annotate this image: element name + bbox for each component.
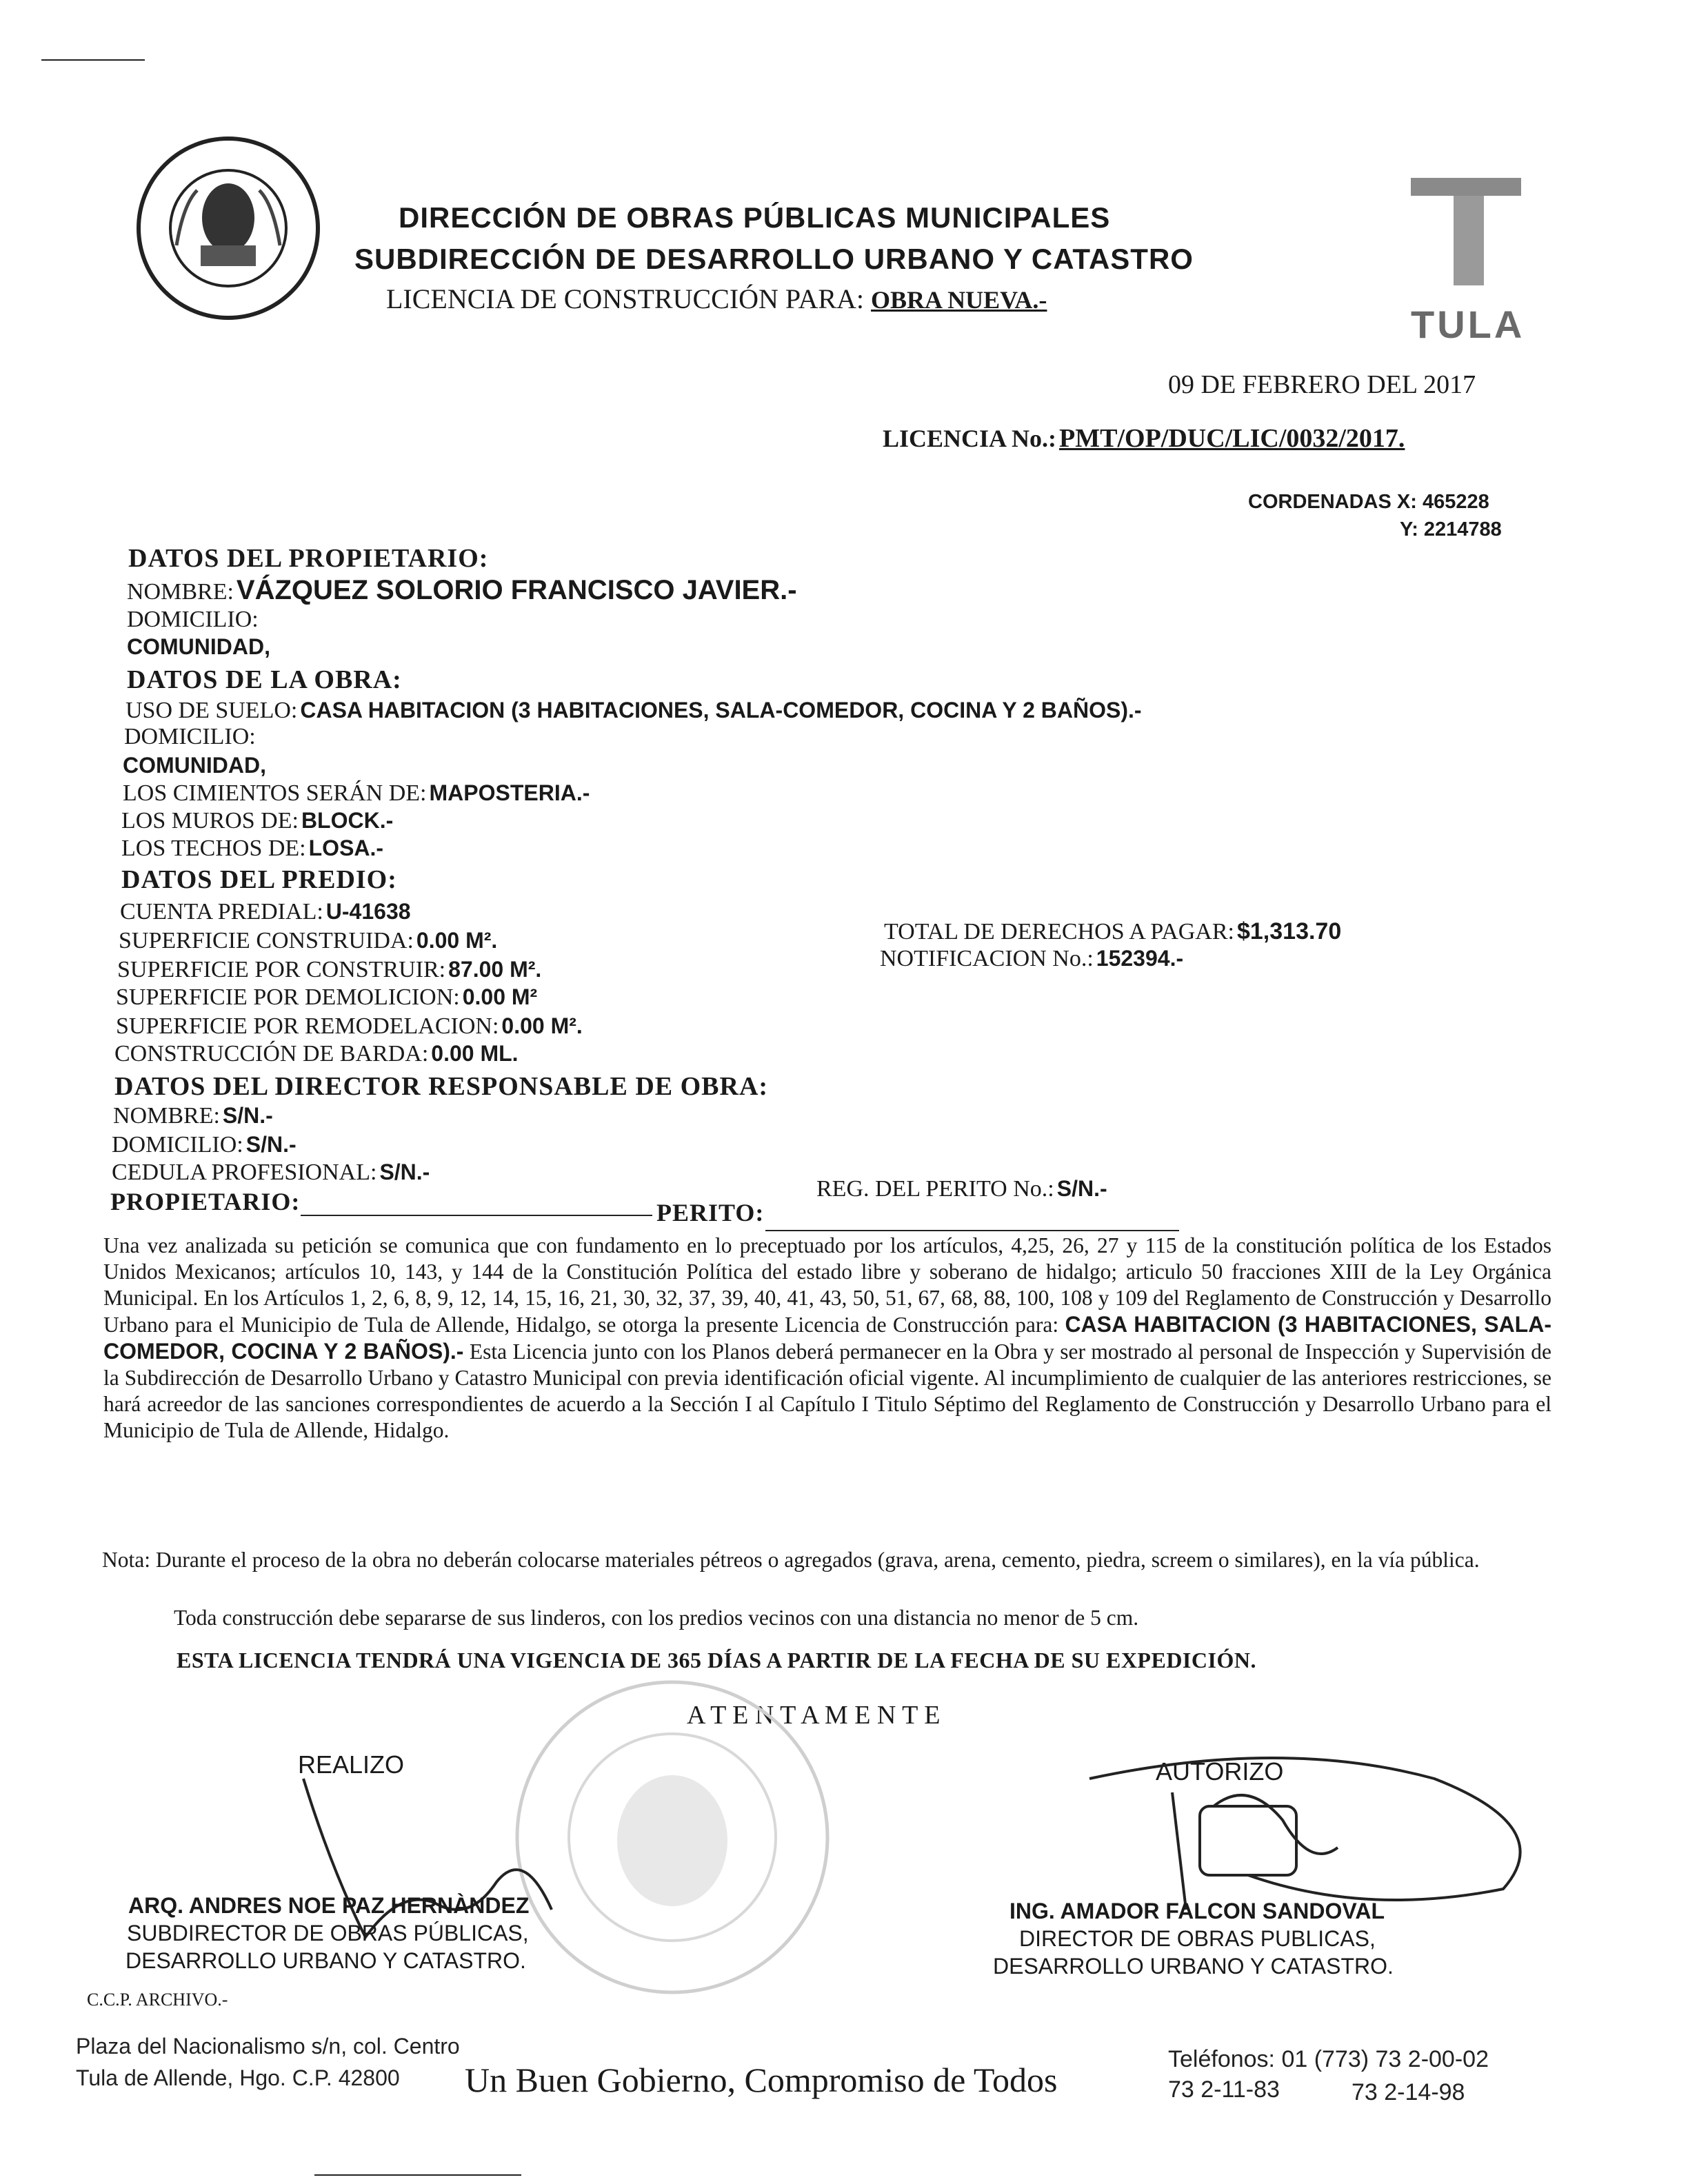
- total-fees-value: $1,313.70: [1236, 918, 1342, 944]
- license-type-label: LICENCIA DE CONSTRUCCIÓN PARA:: [386, 283, 865, 314]
- built-label: SUPERFICIE CONSTRUIDA:: [119, 928, 414, 953]
- to-build-label: SUPERFICIE POR CONSTRUIR:: [117, 957, 446, 982]
- footer-phone-2: 73 2-11-83: [1168, 2076, 1280, 2103]
- expert-signature-label: PERITO:: [656, 1199, 765, 1226]
- coordinates-x: [1248, 491, 1489, 514]
- right-signatory-title-1: DIRECTOR DE OBRAS PUBLICAS,: [1019, 1926, 1376, 1951]
- director-section-title: DATOS DEL DIRECTOR RESPONSABLE DE OBRA:: [114, 1072, 769, 1101]
- demolition-label: SUPERFICIE POR DEMOLICION:: [116, 984, 460, 1010]
- owner-section-title: DATOS DEL PROPIETARIO:: [128, 544, 489, 573]
- owner-name-row: [127, 575, 797, 606]
- cedula-label: CEDULA PROFESIONAL:: [112, 1160, 377, 1185]
- director-name-value: S/N.-: [222, 1103, 273, 1128]
- realizo-label: REALIZO: [298, 1750, 405, 1779]
- work-community: COMUNIDAD,: [123, 753, 266, 778]
- account-row: [120, 899, 411, 925]
- notification-value: 152394.-: [1096, 946, 1184, 971]
- header-title-1: DIRECCIÓN DE OBRAS PÚBLICAS MUNICIPALES: [399, 201, 1111, 234]
- legal-paragraph-2: Esta Licencia junto con los Planos deberá permanecer en la Obra y ser mostrado al personal de Inspección y Supervisión de la Subdirección de Desarrollo Urbano y Catastro Municipal con previa identificación oficial vigente.: [103, 1339, 1552, 1390]
- expert-reg-label: REG. DEL PERITO No.:: [816, 1176, 1054, 1202]
- legal-paragraph-3: Al incumplimiento de cualquier de las anteriores restricciones, se hará acreedor de las sanciones correspondientes de acuerdo a la Sección I al Capítulo I Titulo Séptimo del Reglamento de Construcción y Desarrollo Urbano para el Municipio de Tula de Allende, Hidalgo.: [103, 1366, 1551, 1442]
- notification-row: [880, 946, 1183, 972]
- work-address-label: DOMICILIO:: [124, 724, 256, 749]
- autorizo-label: AUTORIZO: [1156, 1757, 1284, 1786]
- foundation-label: LOS CIMIENTOS SERÁN DE:: [123, 780, 427, 806]
- right-signature: [1076, 1668, 1572, 1917]
- fence-row: [114, 1041, 519, 1067]
- property-section-title: DATOS DEL PREDIO:: [121, 865, 397, 894]
- land-use-value: CASA HABITACION (3 HABITACIONES, SALA-COMEDOR, COCINA Y 2 BAÑOS).-: [300, 698, 1142, 722]
- license-type-value: OBRA NUEVA.-: [871, 286, 1047, 314]
- note-paragraph: Nota: Durante el proceso de la obra no deberán colocarse materiales pétreos o agregados (grava, arena, cemento, piedra, screem o similares), en la vía pública.: [102, 1548, 1480, 1572]
- left-signatory-title-1: SUBDIRECTOR DE OBRAS PÚBLICAS,: [127, 1921, 529, 1945]
- footer-address-2: Tula de Allende, Hgo. C.P. 42800: [76, 2065, 400, 2090]
- account-value: U-41638: [325, 899, 411, 924]
- director-address-row: [112, 1132, 297, 1158]
- expert-reg-row: [816, 1176, 1107, 1202]
- license-number-label: LICENCIA No.:: [883, 425, 1057, 452]
- demolition-value: 0.00 M²: [462, 984, 538, 1009]
- foundation-row: [123, 780, 590, 807]
- footer-phone-3: 73 2-14-98: [1352, 2079, 1465, 2105]
- land-use-row: [125, 698, 1142, 724]
- tula-logo: [1397, 174, 1535, 346]
- owner-signature-label: PROPIETARIO:: [110, 1188, 301, 1215]
- ccp-archive: C.C.P. ARCHIVO.-: [87, 1990, 228, 2010]
- tula-logo-text: TULA: [1411, 303, 1525, 346]
- setback-paragraph: Toda construcción debe separarse de sus linderos, con los predios vecinos con una distancia no menor de 5 cm.: [174, 1606, 1139, 1630]
- scan-mark-bottom: [314, 2174, 521, 2176]
- remodel-label: SUPERFICIE POR REMODELACION:: [116, 1013, 499, 1039]
- walls-value: BLOCK.-: [301, 808, 394, 833]
- owner-name-label: NOMBRE:: [127, 579, 234, 605]
- footer-slogan: Un Buen Gobierno, Compromiso de Todos: [465, 2061, 1058, 2099]
- demolition-row: [116, 984, 537, 1011]
- owner-signature-line: [301, 1215, 652, 1216]
- owner-name-value: VÁZQUEZ SOLORIO FRANCISCO JAVIER.-: [236, 575, 797, 605]
- total-fees-row: [884, 918, 1341, 945]
- remodel-row: [116, 1013, 583, 1040]
- scan-mark-top: [41, 59, 145, 61]
- fence-label: CONSTRUCCIÓN DE BARDA:: [114, 1041, 429, 1066]
- total-fees-label: TOTAL DE DERECHOS A PAGAR:: [884, 919, 1234, 944]
- notification-label: NOTIFICACION No.:: [880, 946, 1094, 971]
- validity-statement: ESTA LICENCIA TENDRÁ UNA VIGENCIA DE 365 DÍAS A PARTIR DE LA FECHA DE SU EXPEDICIÓN.: [177, 1648, 1256, 1672]
- footer-phone-1: Teléfonos: 01 (773) 73 2-00-02: [1168, 2046, 1489, 2072]
- owner-address-label: DOMICILIO:: [127, 607, 259, 632]
- roofs-label: LOS TECHOS DE:: [121, 836, 306, 861]
- closing-text: A T E N T A M E N T E: [687, 1701, 941, 1730]
- fence-value: 0.00 ML.: [431, 1041, 519, 1066]
- work-section-title: DATOS DE LA OBRA:: [127, 665, 402, 694]
- director-name-label: NOMBRE:: [113, 1103, 220, 1129]
- coordinates-y: Y: 2214788: [1400, 518, 1502, 540]
- director-address-value: S/N.-: [245, 1132, 297, 1157]
- walls-label: LOS MUROS DE:: [121, 808, 299, 833]
- legal-paragraph-intro: Una vez analizada su petición se comunica que con fundamento en lo preceptuado por los artículos, 4,25, 26, 27 y 115 de la constitución política de los Estados Unidos Mexicanos; artículos 10, 143, y 144 de la Constitución Política del estado libre y soberano de hidalgo; articulo 50 fracciones XIII de la Ley Orgánica Municipal. En los Artículos 1, 2, 6, 8, 9, 12, 14, 15, 16, 21, 30, 32, 37, 39, 40, 41, 43, 50, 51, 67, 68, 88, 100, 108 y 109 del Reglamento de Construcción y Desarrollo Urbano para el Municipio de Tula de Allende, Hidalgo, se otorga la presente Licencia de Construcción para:: [103, 1233, 1551, 1337]
- to-build-row: [117, 957, 541, 983]
- walls-row: [121, 808, 393, 834]
- license-type: [386, 283, 1047, 315]
- to-build-value: 87.00 M².: [448, 957, 542, 982]
- foundation-value: MAPOSTERIA.-: [429, 780, 590, 805]
- account-label: CUENTA PREDIAL:: [120, 899, 323, 924]
- coordinates-x-value: X: 465228: [1396, 491, 1489, 513]
- cedula-value: S/N.-: [379, 1160, 430, 1184]
- roofs-row: [121, 836, 383, 862]
- cedula-row: [112, 1160, 430, 1186]
- right-signatory-title-2: DESARROLLO URBANO Y CATASTRO.: [993, 1954, 1394, 1979]
- built-row: [119, 928, 497, 954]
- roofs-value: LOSA.-: [308, 836, 384, 860]
- header-title-2: SUBDIRECCIÓN DE DESARROLLO URBANO Y CATASTRO: [354, 243, 1194, 275]
- right-signatory-name: ING. AMADOR FALCON SANDOVAL: [1009, 1899, 1385, 1923]
- built-value: 0.00 M².: [416, 928, 498, 953]
- expert-signature-line: [765, 1230, 1179, 1231]
- municipal-seal: [135, 135, 321, 321]
- left-signatory-name: ARQ. ANDRES NOE PAZ HERNÀNDEZ: [128, 1893, 530, 1918]
- issue-date: 09 DE FEBRERO DEL 2017: [1168, 370, 1476, 399]
- expert-reg-value: S/N.-: [1056, 1176, 1107, 1201]
- footer-address-1: Plaza del Nacionalismo s/n, col. Centro: [76, 2034, 460, 2059]
- license-number-value: PMT/OP/DUC/LIC/0032/2017.: [1059, 424, 1405, 453]
- director-address-label: DOMICILIO:: [112, 1132, 243, 1157]
- land-use-label: USO DE SUELO:: [125, 698, 298, 723]
- legal-paragraph-bold: CASA HABITACION (3 HABITACIONES, SALA-COMEDOR, COCINA Y 2 BAÑOS).-: [103, 1312, 1551, 1364]
- left-signatory-title-2: DESARROLLO URBANO Y CATASTRO.: [125, 1948, 526, 1973]
- remodel-value: 0.00 M².: [501, 1013, 583, 1038]
- license-number-row: [883, 423, 1405, 454]
- owner-community: COMUNIDAD,: [127, 634, 270, 659]
- legal-paragraph: [103, 1233, 1551, 1444]
- coordinates-label: CORDENADAS: [1248, 491, 1391, 513]
- director-name-row: [113, 1103, 273, 1129]
